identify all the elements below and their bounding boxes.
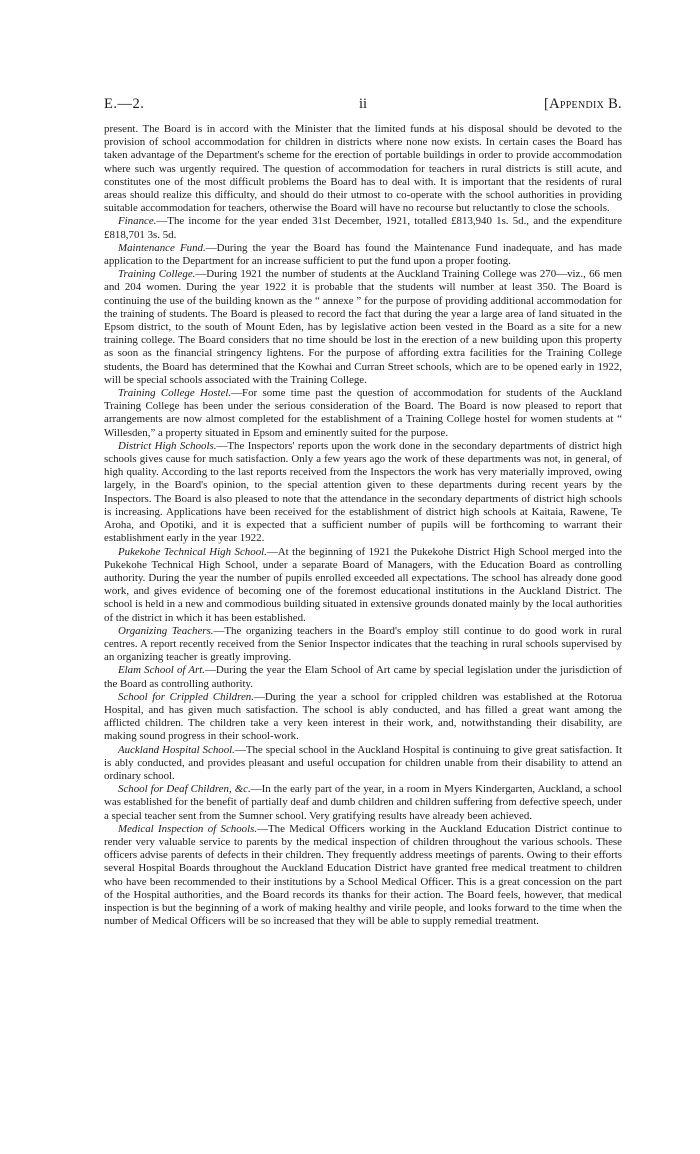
section-heading: Medical Inspection of Schools. (118, 822, 258, 835)
section-heading: Organizing Teachers. (118, 624, 214, 637)
page-number: ii (358, 96, 368, 112)
report-body (104, 123, 622, 928)
paragraph-district-high-schools: District High Schools.—The Inspectors' reports upon the work done in the secondary departments of district high schools gives cause for much satisfaction. Only a few years ago the work of these departments was not, in general, of high quality. According to the last reports received from the Inspectors the work has very materially improved, owing largely, in the Board's opinion, to the special attention given to these departments during recent years by the Inspectors. The Board is also pleased to note that the attendance in the secondary departments of district high schools is increasing. Applications have been received for the establishment of district high schools at Kaitaia, Rawene, Te Aroha, and Opotiki, and it is expected that a sufficient number of pupils will be forthcoming to warrant their establishment early in the year 1922. (104, 439, 623, 545)
paragraph-finance: Finance.—The income for the year ended 31st December, 1921, totalled £813,940 1s. 5d., and the expenditure £818,701 3s. 5d. (104, 215, 622, 241)
section-heading: Training College Hostel. (118, 387, 232, 400)
section-heading: Auckland Hospital School. (118, 743, 235, 756)
paragraph-hospital-school: Auckland Hospital School.—The special school in the Auckland Hospital is continuing to give great satisfaction. It is ably conducted, and provides pleasant and useful occupation for children unable from their disability to attend an ordinary school. (104, 743, 622, 782)
paragraph-accommodation: present. The Board is in accord with the Minister that the limited funds at his disposal should be devoted to the provision of school accommodation for children in districts where none now exists. In certain cases the Board has taken advantage of the Department's scheme for the erection of portable buildings in order to provide accommodation where such was urgently required. The question of accommodation for teachers in rural districts is still acute, and constitutes one of the most difficult problems the Board has to deal with. It is important that the residents of rural areas should realize this difficulty, and should do their utmost to co-operate with the school authorities in providing suitable accommodation for teachers, otherwise the Board will have no recourse but reluctantly to close the schools. (104, 123, 622, 215)
page-header (104, 96, 622, 112)
paragraph-medical-inspection: Medical Inspection of Schools.—The Medical Officers working in the Auckland Education District continue to render very valuable service to parents by the medical inspection of children throughout the various schools. These officers advise parents of defects in their children. They frequently address meetings of parents. Owing to their efforts several Hospital Boards throughout the Auckland Education District have granted free medical treatment to children who have been recommended to their institutions by a School Medical Officer. This is a great concession on the part of the Hospital authorities, and the Board records its thanks for their action. The Board feels, however, that medical inspection is but the beginning of a work of making healthy and virile people, and looks forward to the time when the number of Medical Officers will be so increased that they will be able to supply remedial treatment. (104, 822, 622, 928)
appendix-label: [Appendix B. (543, 96, 622, 112)
document-code: E.—2. (104, 96, 145, 112)
paragraph-maintenance-fund: Maintenance Fund.—During the year the Board has found the Maintenance Fund inadequate, and has made application to the Department for an increase sufficient to put the fund upon a proper footing. (104, 241, 622, 268)
paragraph-elam-school: Elam School of Art.—During the year the Elam School of Art came by special legislation under the jurisdiction of the Board as controlling authority. (104, 664, 622, 690)
paragraph-organizing-teachers: Organizing Teachers.—The organizing teachers in the Board's employ still continue to do good work in rural centres. A report recently received from the Senior Inspector indicates that the teaching in rural schools supervised by an organizing teacher is greatly improving. (104, 624, 623, 664)
section-heading: School for Crippled Children. (118, 690, 254, 703)
paragraph-crippled-children: School for Crippled Children.—During the year a school for crippled children was established at the Rotorua Hospital, and has given much satisfaction. The school is ably conducted, and has filled a great want among the afflicted children. The children take a very keen interest in their work, and, notwithstanding their disability, are making sound progress in their school-work. (104, 690, 622, 743)
section-heading: District High Schools. (118, 439, 217, 452)
section-heading: Elam School of Art. (118, 664, 206, 677)
section-heading: School for Deaf Children, &c. (118, 783, 251, 796)
paragraph-deaf-children: School for Deaf Children, &c.—In the early part of the year, in a room in Myers Kindergarten, Auckland, a school was established for the benefit of partially deaf and dumb children and children suffering from defective speech, under a special teacher sent from the Sumner school. Very gratifying results have already been achieved. (104, 783, 622, 822)
paragraph-pukekohe-technical: Pukekohe Technical High School.—At the beginning of 1921 the Pukekohe District High School merged into the Pukekohe Technical High School, under a separate Board of Managers, with the Education Board as controlling authority. During the year the number of pupils enrolled exceeded all expectations. The school has already done good work, and gives evidence of becoming one of the foremost educational institutions in the Auckland District. The school is held in a new and commodious building situated in extensive grounds donated mainly by the local authorities of the district in which it has been established. (104, 545, 622, 624)
section-heading: Pukekohe Technical High School. (118, 545, 267, 558)
section-heading: Training College. (118, 268, 196, 281)
section-heading: Maintenance Fund. (118, 241, 206, 254)
paragraph-training-college: Training College.—During 1921 the number of students at the Auckland Training College was 270—viz., 66 men and 204 women. During the year 1922 it is probable that the students will number at least 350. The Board is continuing the use of the building known as the “ annexe ” for the purpose of providing additional accommodation for the training of students. The Board is pleased to record the fact that during the year a large area of land situated in the Epsom district, to the south of Mount Eden, has by legislative action been vested in the Board as a site for a new training college. The Board considers that no time should be lost in the erection of a new building upon this property as soon as the financial stringency lightens. For the purpose of affording extra facilities for the Training College students, the Board has determined that the Kowhai and Curran Street schools, which are to be opened early in 1922, will be special schools associated with the Training College. (104, 268, 622, 386)
section-heading: Finance. (118, 215, 157, 228)
paragraph-training-college-hostel: Training College Hostel.—For some time past the question of accommodation for students of the Auckland Training College has been under the serious consideration of the Board. The Board is now pleased to report that arrangements are now almost completed for the establishment of a Training College hostel for women students at “ Willesden,” a property situated in Epsom and eminently suited for the purpose. (104, 387, 622, 439)
